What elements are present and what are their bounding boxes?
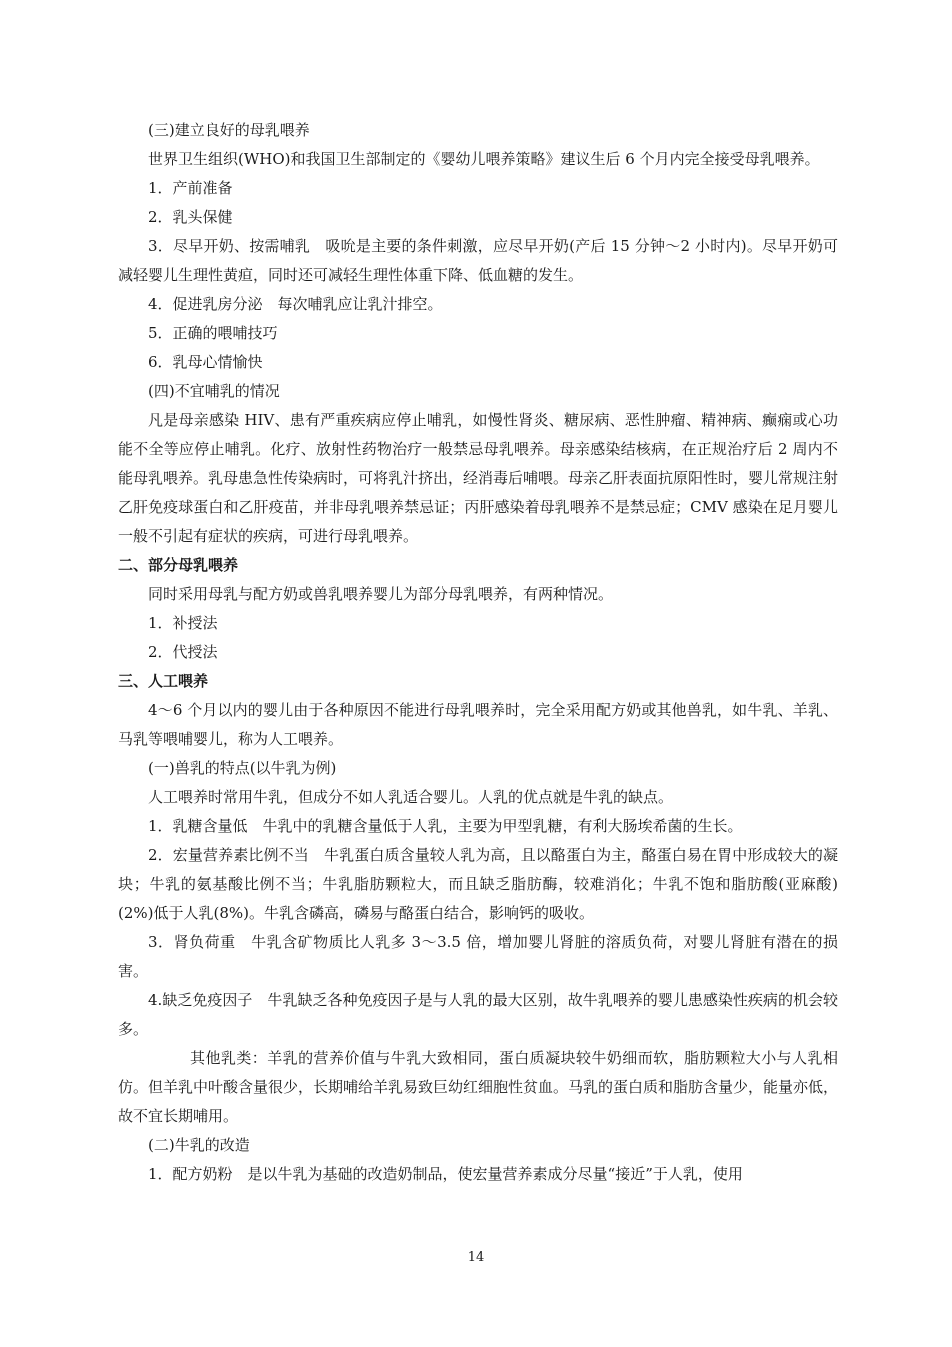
paragraph: 其他乳类：羊乳的营养价值与牛乳大致相同，蛋白质凝块较牛奶细而软，脂肪颗粒大小与人乳相仿。但羊乳中叶酸含量很少，长期哺给羊乳易致巨幼红细胞性贫血。马乳的蛋白质和脂肪含量少，能量亦低，故不宜长期哺用。 bbox=[118, 1049, 839, 1125]
list-item: 2．宏量营养素比例不当 牛乳蛋白质含量较人乳为高，且以酪蛋白为主，酪蛋白易在胃中形成较大的凝块；牛乳的氨基酸比例不当；牛乳脂肪颗粒大，而且缺乏脂肪酶，较难消化；牛乳不饱和脂肪酸(亚麻酸)(2%)低于人乳(8%)。牛乳含磷高，磷易与酪蛋白结合，影响钙的吸收。 bbox=[118, 846, 838, 922]
list-item: 5．正确的喂哺技巧 bbox=[148, 324, 278, 342]
paragraph: 4～6 个月以内的婴儿由于各种原因不能进行母乳喂养时，完全采用配方奶或其他兽乳，如牛乳、羊乳、马乳等喂哺婴儿，称为人工喂养。 bbox=[118, 701, 838, 748]
list-item: 4．促进乳房分泌 每次哺乳应让乳汁排空。 bbox=[148, 295, 443, 313]
list-item: 1．产前准备 bbox=[148, 179, 233, 197]
section-heading: 三、人工喂养 bbox=[118, 672, 209, 690]
page-body bbox=[118, 116, 838, 1189]
list-item: 1．乳糖含量低 牛乳中的乳糖含量低于人乳，主要为甲型乳糖，有利大肠埃希菌的生长。 bbox=[148, 817, 743, 835]
list-item: 1．配方奶粉 是以牛乳为基础的改造奶制品，使宏量营养素成分尽量“接近”于人乳，使用 bbox=[148, 1165, 743, 1183]
subheading: (二)牛乳的改造 bbox=[148, 1136, 250, 1154]
paragraph: 凡是母亲感染 HIV、患有严重疾病应停止哺乳，如慢性肾炎、糖尿病、恶性肿瘤、精神病、癫痫或心功能不全等应停止哺乳。化疗、放射性药物治疗一般禁忌母乳喂养。母亲感染结核病，在正规治疗后 2 周内不能母乳喂养。乳母患急性传染病时，可将乳汁挤出，经消毒后哺喂。母亲乙肝表面抗原阳性时，婴儿常规注射乙肝免疫球蛋白和乙肝疫苗，并非母乳喂养禁忌证；丙肝感染着母乳喂养不是禁忌症；CMV 感染在足月婴儿一般不引起有症状的疾病，可进行母乳喂养。 bbox=[118, 411, 839, 545]
subheading: (一)兽乳的特点(以牛乳为例) bbox=[148, 759, 337, 777]
page-number: 14 bbox=[467, 1250, 485, 1265]
list-item: 4.缺乏免疫因子 牛乳缺乏各种免疫因子是与人乳的最大区别，故牛乳喂养的婴儿患感染性疾病的机会较多。 bbox=[118, 991, 838, 1038]
paragraph: 人工喂养时常用牛乳，但成分不如人乳适合婴儿。人乳的优点就是牛乳的缺点。 bbox=[148, 788, 674, 806]
list-item: 6．乳母心情愉快 bbox=[148, 353, 263, 371]
section-heading: 二、部分母乳喂养 bbox=[118, 556, 239, 574]
paragraph: 世界卫生组织(WHO)和我国卫生部制定的《婴幼儿喂养策略》建议生后 6 个月内完全接受母乳喂养。 bbox=[148, 150, 820, 168]
list-item: 2．代授法 bbox=[148, 643, 218, 661]
list-item: 2．乳头保健 bbox=[148, 208, 233, 226]
paragraph: 同时采用母乳与配方奶或兽乳喂养婴儿为部分母乳喂养，有两种情况。 bbox=[148, 585, 614, 603]
list-item: 3．肾负荷重 牛乳含矿物质比人乳多 3～3.5 倍，增加婴儿肾脏的溶质负荷，对婴儿肾脏有潜在的损害。 bbox=[118, 933, 838, 980]
list-item: 1．补授法 bbox=[148, 614, 218, 632]
list-item: 3．尽早开奶、按需哺乳 吸吮是主要的条件刺激，应尽早开奶(产后 15 分钟～2 小时内)。尽早开奶可减轻婴儿生理性黄疸，同时还可减轻生理性体重下降、低血糖的发生。 bbox=[118, 237, 838, 284]
paragraph: (三)建立良好的母乳喂养 bbox=[148, 121, 310, 139]
subheading: (四)不宜哺乳的情况 bbox=[148, 382, 280, 400]
